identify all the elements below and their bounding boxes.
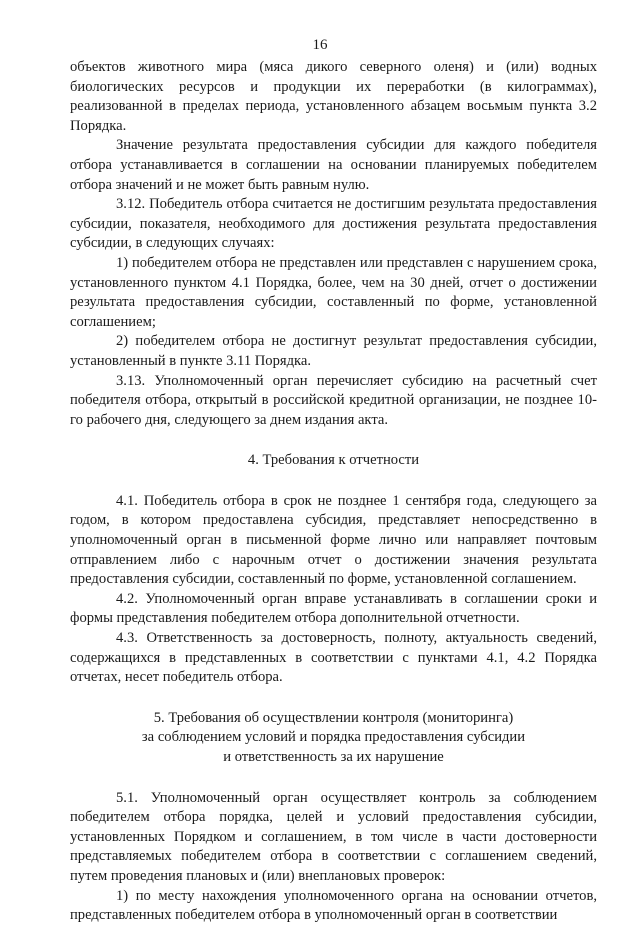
paragraph-3-13: 3.13. Уполномоченный орган перечисляет субсидию на расчетный счет победителя отбора, открытый в российской кредитной организации, не позднее 10-го рабочего дня, следующего за днем издания акта. xyxy=(70,372,597,428)
paragraph-3-12-item-2: 2) победителем отбора не достигнут результат предоставления субсидии, установленный в пункте 3.11 Порядка. xyxy=(70,333,597,369)
paragraph-result-value: Значение результата предоставления субсидии для каждого победителя отбора устанавливается в соглашении на основании планируемых победителем отбора значений и не может быть равным нулю. xyxy=(70,137,597,193)
paragraph-5-1: 5.1. Уполномоченный орган осуществляет контроль за соблюдением победителем отбора порядка, целей и условий предоставления субсидии, установленных Порядком и соглашением, в том числе в части достоверности представляемых победителем отбора в соответствии с соглашением сведений, путем проведения плановых и (или) внеплановых проверок: xyxy=(70,789,597,884)
paragraph-3-12-item-1: 1) победителем отбора не представлен или представлен с нарушением срока, установленного пунктом 4.1 Порядка, более, чем на 30 дней, отчет о достижении результата предоставления субсидии, составленный по форме, установленной соглашением; xyxy=(70,254,597,330)
paragraph-4-2: 4.2. Уполномоченный орган вправе устанавливать в соглашении сроки и формы представления победителем отбора дополнительной отчетности. xyxy=(70,590,597,627)
paragraph-4-1: 4.1. Победитель отбора в срок не позднее 1 сентября года, следующего за годом, в котором предоставлена субсидия, представляет непосредственно в уполномоченный орган в письменной форме лично или направляет почтовым отправлением либо с нарочным отчет о достижении значения результата предоставления субсидии, составленный по форме, установленной соглашением. xyxy=(70,492,597,588)
document-body xyxy=(70,58,597,926)
section-5-heading-line-2: за соблюдением условий и порядка предоставления субсидии xyxy=(141,729,526,746)
page-number: 16 xyxy=(312,37,328,53)
paragraph-continuation: объектов животного мира (мяса дикого северного оленя) и (или) водных биологических ресурсов и продукции их переработки (в килограммах), реализованной в пределах периода, установленного абзацем восьмым пункта 3.2 Порядка. xyxy=(70,59,597,134)
paragraph-5-1-item-1: 1) по месту нахождения уполномоченного органа на основании отчетов, представленных победителем отбора в уполномоченный орган в соответствии xyxy=(70,887,597,924)
section-5-heading-line-1: 5. Требования об осуществлении контроля (мониторинга) xyxy=(153,709,514,726)
section-5-heading-line-3: и ответственность за их нарушение xyxy=(223,749,444,765)
section-4-heading: 4. Требования к отчетности xyxy=(247,452,420,469)
paragraph-4-3: 4.3. Ответственность за достоверность, полноту, актуальность сведений, содержащихся в представленных в соответствии с пунктами 4.1, 4.2 Порядка отчетах, несет победитель отбора. xyxy=(70,630,597,686)
section-5-heading xyxy=(70,709,597,768)
paragraph-3-12: 3.12. Победитель отбора считается не достигшим результата предоставления субсидии, показателя, необходимого для достижения результата предоставления субсидии, в следующих случаях: xyxy=(70,196,597,252)
